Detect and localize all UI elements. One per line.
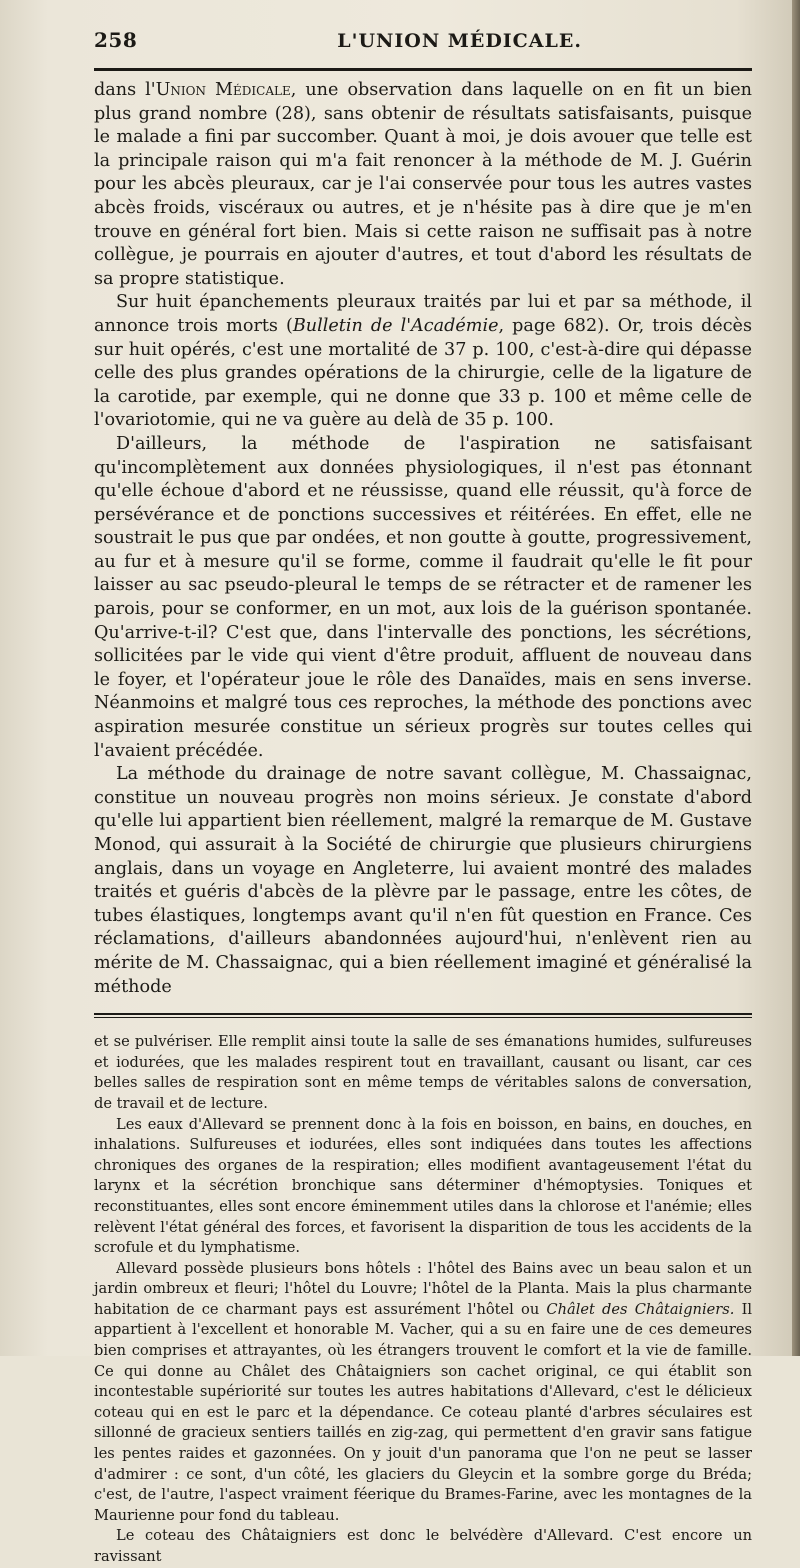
feuilleton-paragraph-1: et se pulvériser. Elle remplit ainsi toute la salle de ses émanations humides, sulfureuses et iodurées, que les malades respirent tout en travaillant, causant ou lisant, car ces belles salles de respiration sont en même temps de véritables salons de conversation, de travail et de lecture. — [94, 1033, 752, 1112]
feuilleton-paragraph-3-start: Allevard possède plusieurs bons hôtels : l'hôtel des Bains avec un beau salon et un jardin ombreux et fleuri; l'hôtel du Louvre; l'hôtel de la Planta. Mais la plus charmante habitation de ce charmant pays est assurément l'hôtel ou — [94, 1259, 752, 1318]
header-rule — [94, 68, 752, 71]
feuilleton-paragraph-3 — [94, 1259, 752, 1527]
journal-name: Union Médicale — [155, 80, 291, 100]
feuilleton-text — [94, 1032, 752, 1567]
bulletin-citation: Bulletin de l'Académie — [292, 315, 499, 336]
feuilleton-paragraph-2: Les eaux d'Allevard se prennent donc à la fois en boisson, en bains, en douches, en inhalations. Sulfureuses et iodurées, elles sont indiquées dans toutes les affections chroniques des organes de la respiration; elles modifient avantageusement l'état du larynx et la sécrétion bronchique sans déterminer d'hémoptysies. Toniques et reconstituantes, elles sont encore éminemment utiles dans la chlorose et l'anémie; elles relèvent l'état général des forces, et favorisent la disparition de tous les accidents de la scrofule et du lymphatisme. — [94, 1115, 752, 1257]
page-edge-shadow — [792, 0, 800, 1356]
paragraph-1-rest: , une observation dans laquelle on en fit un bien plus grand nombre (28), sans obtenir de résultats satisfaisants, puisque le malade a fini par succomber. Quant à moi, je dois avouer que telle est la principale raison qui m'a fait renoncer à la méthode de M. J. Guérin pour les abcès pleuraux, car je l'ai conservée pour tous les autres vastes abcès froids, viscéraux ou autres, et je n'hésite pas à dire que je m'en trouve en général fort bien. Mais si cette raison ne suffisait pas à notre collègue, je pourrais en ajouter d'autres, et tout d'abord les résultats de sa propre statistique. — [94, 80, 752, 289]
feuilleton-paragraph-3-rest: Il appartient à l'excellent et honorable M. Vacher, qui a su en faire une de ces demeures bien comprises et attrayantes, où les étrangers trouvent le comfort et la vie de famille. Ce qui donne au Châlet des Châtaigniers son cachet original, ce qui établit son incontestable supériorité sur toutes les autres habitations d'Allevard, c'est le délicieux coteau qui en est le parc et la dépendance. Ce coteau planté d'arbres séculaires est sillonné de gracieux sentiers taillés en zig-zag, qui permettent d'en gravir sans fatigue les pentes raides et gazonnées. On y jouit d'un panorama que l'on ne peut se lasser d'admirer : ce sont, d'un côté, les glaciers du Gleycin et la sombre gorge du Bréda; c'est, de l'autre, l'aspect vraiment féerique du Brames-Farine, avec les montagnes de la Maurienne pour fond du tableau. — [94, 1300, 753, 1524]
running-header — [94, 28, 752, 62]
paragraph-1 — [94, 79, 752, 291]
chalet-name: Châlet des Châtaigniers. — [546, 1300, 735, 1318]
feuilleton-rule — [94, 1013, 752, 1018]
page-number: 258 — [94, 28, 138, 52]
running-title: L'UNION MÉDICALE. — [337, 30, 582, 52]
paragraph-3: D'ailleurs, la méthode de l'aspiration ne satisfaisant qu'incomplètement aux données physiologiques, il n'est pas étonnant qu'elle échoue d'abord et ne réussisse, quand elle réussit, qu'à force de persévérance et de ponctions successives et réitérées. En effet, elle ne soustrait le pus que par ondées, et non goutte à goutte, progressivement, au fur et à mesure qu'il se forme, comme il faudrait qu'elle le fit pour laisser au sac pseudo-pleural le temps de se rétracter et de ramener les parois, pour se conformer, en un mot, aux lois de la guérison spontanée. Qu'arrive-t-il? C'est que, dans l'intervalle des ponctions, les sécrétions, sollicitées par le vide qui vient d'être produit, affluent de nouveau dans le foyer, et l'opérateur joue le rôle des Danaïdes, mais en sens inverse. Néanmoins et malgré tous ces reproches, la méthode des ponctions avec aspiration mesurée constitue un sérieux progrès sur toutes celles qui l'avaient précédée. — [94, 433, 752, 761]
paragraph-2 — [94, 291, 752, 433]
paragraph-1-start: dans l' — [94, 80, 156, 100]
main-text — [94, 79, 752, 999]
paragraph-4: La méthode du drainage de notre savant collègue, M. Chassaignac, constitue un nouveau progrès non moins sérieux. Je constate d'abord qu'elle lui appartient bien réellement, malgré la remarque de M. Gustave Monod, qui assurait à la Société de chirurgie que plusieurs chirurgiens anglais, dans un voyage en Angleterre, lui avaient montré des malades traités et guéris d'abcès de la plèvre par le passage, entre les côtes, de tubes élastiques, longtemps avant qu'il n'en fût question en France. Ces réclamations, d'ailleurs abandonnées aujourd'hui, n'enlèvent rien au mérite de M. Chassaignac, qui a bien réellement imaginé et généralisé la méthode — [94, 764, 752, 997]
paragraph-2-rest: , page 682). Or, trois décès sur huit opérés, c'est une mortalité de 37 p. 100, c'est-à-dire qui dépasse celle des plus grandes opérations de la chirurgie, celle de la ligature de la carotide, par exemple, qui ne donne que 33 p. 100 et même celle de l'ovariotomie, qui ne va guère au delà de 35 p. 100. — [94, 315, 752, 431]
feuilleton-paragraph-4: Le coteau des Châtaigniers est donc le belvédère d'Allevard. C'est encore un ravissant — [94, 1527, 752, 1565]
paragraph-2-start: Sur huit épanchements pleuraux traités par lui et par sa méthode, il annonce trois morts ( — [94, 292, 752, 336]
